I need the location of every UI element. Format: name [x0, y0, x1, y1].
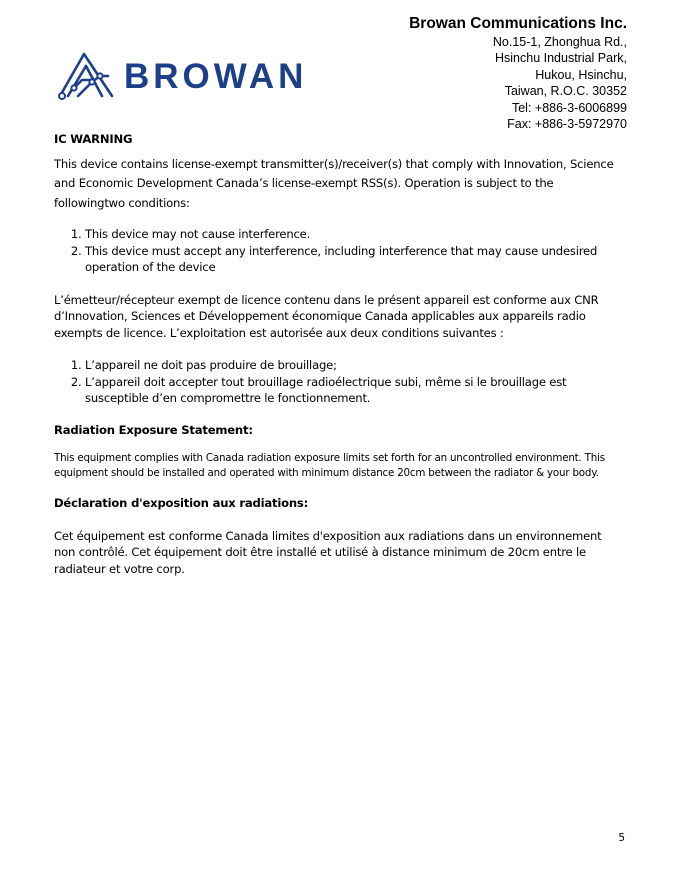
page-number: 5 — [618, 832, 625, 844]
list-item: 2. This device must accept any interference, including interference that may cause undesired operation of the device — [85, 243, 624, 276]
list-item: 2. L’appareil doit accepter tout brouillage radioélectrique subi, même si le brouillage est susceptible d’en compromettre le fonctionnement. — [85, 374, 624, 407]
document-body — [54, 131, 624, 577]
radiation-heading: Radiation Exposure Statement: — [54, 422, 253, 437]
browan-logo-icon — [56, 50, 116, 102]
ic-intro-paragraph-fr: L’émetteur/récepteur exempt de licence contenu dans le présent appareil est conforme aux CNR d’Innovation, Sciences et Développement économique Canada applicables aux appareils radio exempts de licence. L’exploitation est autorisée aux deux conditions suivantes : — [54, 292, 599, 340]
address-line: No.15-1, Zhonghua Rd., — [492, 35, 627, 49]
ic-warning-heading: IC WARNING — [54, 132, 133, 146]
company-fax: Fax: +886-3-5972970 — [507, 117, 627, 132]
company-tel: Tel: +886-3-6006899 — [511, 100, 627, 115]
address-line: Hukou, Hsinchu, — [535, 67, 627, 82]
address-line: Hsinchu Industrial Park, — [494, 51, 627, 66]
address-line: Taiwan, R.O.C. 30352 — [504, 84, 627, 99]
radiation-statement-fr: Cet équipement est conforme Canada limites d'exposition aux radiations dans un environnement non contrôlé. Cet équipement doit être installé et utilisé à distance minimum de 20cm entre le radiateur et votre corp. — [54, 528, 602, 576]
company-logo — [56, 50, 307, 102]
list-item: 1. L’appareil ne doit pas produire de brouillage; — [85, 357, 624, 374]
company-name: Browan Communications Inc. — [409, 15, 627, 32]
list-item: 1. This device may not cause interference. — [85, 226, 624, 243]
ic-conditions-list — [54, 226, 624, 276]
logo-wordmark: BROWAN — [124, 56, 308, 96]
radiation-heading-fr: Déclaration d'exposition aux radiations: — [54, 496, 309, 510]
radiation-statement: This equipment complies with Canada radiation exposure limits set forth for an uncontrolled environment. This equipment should be installed and operated with minimum distance 20cm between the radiator & your body. — [54, 452, 605, 479]
ic-conditions-list-fr — [54, 357, 624, 407]
ic-intro-paragraph: This device contains license-exempt transmitter(s)/receiver(s) that comply with Innovation, Science and Economic Development Canada’s license-exempt RSS(s). Operation is subject to the followingtwo conditions: — [54, 156, 614, 210]
company-info — [409, 14, 627, 132]
